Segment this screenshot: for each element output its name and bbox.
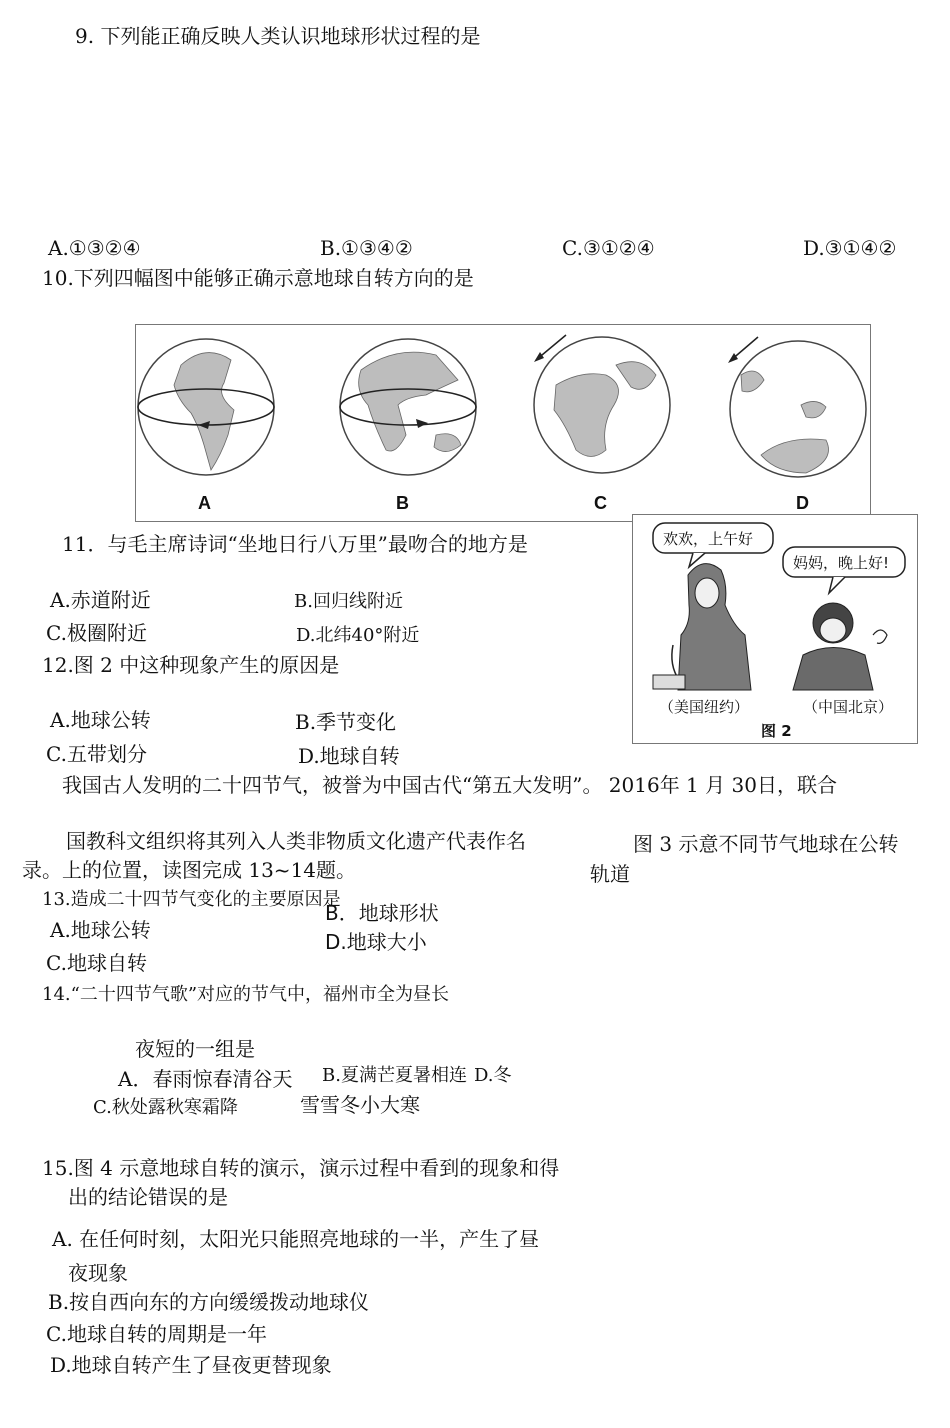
q11-stem: 11．与毛主席诗词“坐地日行八万里”最吻合的地方是: [62, 532, 528, 556]
q12-option-a: A.地球公转: [50, 708, 151, 732]
globe-b: [340, 339, 476, 475]
q14-option-a: A．春雨惊春清谷天: [118, 1067, 293, 1091]
q15-stem-2: 出的结论错误的是: [68, 1185, 228, 1209]
q11-option-d: D.北纬40°附近: [296, 625, 420, 646]
fig2-bubble-right: 妈妈，晚上好!: [793, 554, 890, 572]
passage-line-2-right: 图 3 示意不同节气地球在公转: [633, 832, 899, 856]
fig2-bubble-left: 欢欢，上午好: [663, 530, 754, 548]
q9-option-b: B.①③④②: [320, 236, 413, 260]
q12-option-b: B.季节变化: [295, 710, 397, 734]
q15-option-b: B.按自西向东的方向缓缓拨动地球仪: [48, 1290, 370, 1314]
q14-stem: 14.“二十四节气歌”对应的节气中，福州市全为昼长: [42, 984, 450, 1005]
q14-stem-2: 夜短的一组是: [135, 1037, 255, 1061]
globe-label-b: B: [396, 493, 409, 513]
q9-stem: 9. 下列能正确反映人类认识地球形状过程的是: [75, 24, 481, 48]
q9-option-a: A.①③②④: [48, 236, 141, 260]
globe-a: [138, 339, 274, 475]
globe-label-c: C: [594, 493, 607, 513]
q11-option-b: B.回归线附近: [294, 591, 403, 612]
q14-option-b: B.夏满芒夏暑相连: [322, 1065, 467, 1086]
q13-option-c: C.地球自转: [46, 951, 147, 975]
q15-option-a: A. 在任何时刻，太阳光只能照亮地球的一半，产生了昼: [52, 1227, 540, 1251]
q11-option-c: C.极圈附近: [46, 621, 147, 645]
globe-c: [534, 335, 670, 473]
q15-option-d: D.地球自转产生了昼夜更替现象: [50, 1353, 332, 1377]
q12-stem: 12.图 2 中这种现象产生的原因是: [42, 653, 340, 677]
q14-option-c: C.秋处露秋寒霜降: [93, 1097, 238, 1118]
q12-option-d: D.地球自转: [298, 744, 400, 768]
q13-option-d: D.地球大小: [325, 930, 427, 954]
passage-line-2: 国教科文组织将其列入人类非物质文化遗产代表作名: [66, 829, 526, 853]
globe-label-a: A: [198, 493, 211, 513]
q15-stem: 15.图 4 示意地球自转的演示，演示过程中看到的现象和得: [42, 1156, 560, 1180]
fig2-place-right: （中国北京）: [803, 698, 894, 716]
q14-option-d-cont: 雪雪冬小大寒: [300, 1093, 420, 1117]
globe-d: [728, 337, 866, 477]
passage-line-3-right: 轨道: [590, 862, 630, 886]
q13-stem: 13.造成二十四节气变化的主要原因是: [42, 889, 341, 910]
q13-option-a: A.地球公转: [50, 918, 151, 942]
q10-stem: 10.下列四幅图中能够正确示意地球自转方向的是: [42, 266, 474, 290]
q9-option-c: C.③①②④: [562, 236, 655, 260]
q15-option-c: C.地球自转的周期是一年: [46, 1322, 267, 1346]
globes-figure: [135, 324, 871, 522]
q12-option-c: C.五带划分: [46, 742, 147, 766]
passage-line-3: 录。上的位置，读图完成 13~14题。: [22, 858, 357, 882]
q9-option-d: D.③①④②: [803, 236, 897, 260]
globe-label-d: D: [796, 493, 809, 513]
globes-drawing: [136, 325, 870, 521]
q15-option-a-cont: 夜现象: [68, 1261, 128, 1285]
q11-option-a: A.赤道附近: [50, 588, 151, 612]
q14-option-d: D.冬: [474, 1065, 512, 1086]
fig2-caption: 图 2: [761, 722, 792, 740]
q13-option-b: B．地球形状: [325, 901, 439, 925]
passage-line-1: 我国古人发明的二十四节气，被誉为中国古代“第五大发明”。 2016年 1 月 30日，联合: [62, 773, 837, 797]
fig2-place-left: （美国纽约）: [659, 698, 750, 716]
figure-2: [632, 514, 918, 744]
